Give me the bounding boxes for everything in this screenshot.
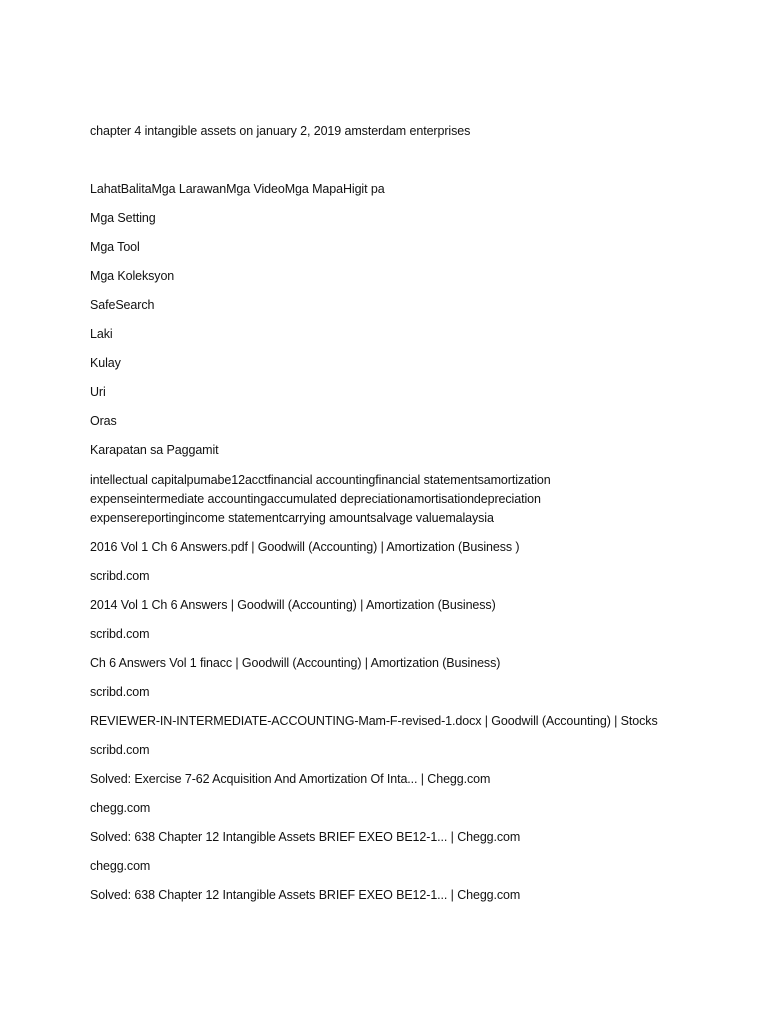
result-source: chegg.com [90, 859, 151, 873]
result-source: scribd.com [90, 743, 150, 757]
result-title[interactable]: 2016 Vol 1 Ch 6 Answers.pdf | Goodwill (Accounting) | Amortization (Business ) [90, 540, 520, 554]
result-source: scribd.com [90, 627, 150, 641]
result-title[interactable]: REVIEWER-IN-INTERMEDIATE-ACCOUNTING-Mam-F-revised-1.docx | Goodwill (Accounting) | Stocks [90, 714, 658, 728]
filter-time[interactable]: Oras [90, 414, 117, 428]
filter-color[interactable]: Kulay [90, 356, 121, 370]
result-title[interactable]: Solved: 638 Chapter 12 Intangible Assets BRIEF EXEO BE12-1... | Chegg.com [90, 888, 521, 902]
page-title: chapter 4 intangible assets on january 2, 2019 amsterdam enterprises [90, 124, 471, 138]
search-nav-tabs[interactable]: LahatBalitaMga LarawanMga VideoMga MapaHigit pa [90, 182, 385, 196]
menu-item-collections[interactable]: Mga Koleksyon [90, 269, 175, 283]
result-title[interactable]: 2014 Vol 1 Ch 6 Answers | Goodwill (Accounting) | Amortization (Business) [90, 598, 496, 612]
result-title[interactable]: Solved: 638 Chapter 12 Intangible Assets BRIEF EXEO BE12-1... | Chegg.com [90, 830, 521, 844]
result-title[interactable]: Ch 6 Answers Vol 1 finacc | Goodwill (Accounting) | Amortization (Business) [90, 656, 501, 670]
filter-type[interactable]: Uri [90, 385, 106, 399]
related-tags[interactable]: intellectual capitalpumabe12acctfinancial accountingfinancial statementsamortization expenseintermediate accountingaccumulated depreciationamortisationdepreciation expensereportingincome statementcarrying amountsalvage valuemalaysia [90, 473, 551, 525]
result-source: scribd.com [90, 569, 150, 583]
result-source: chegg.com [90, 801, 151, 815]
menu-item-safesearch[interactable]: SafeSearch [90, 298, 155, 312]
filter-size[interactable]: Laki [90, 327, 113, 341]
menu-item-settings[interactable]: Mga Setting [90, 211, 156, 225]
filter-usage-rights[interactable]: Karapatan sa Paggamit [90, 443, 219, 457]
menu-item-tools[interactable]: Mga Tool [90, 240, 140, 254]
result-source: scribd.com [90, 685, 150, 699]
result-title[interactable]: Solved: Exercise 7-62 Acquisition And Amortization Of Inta... | Chegg.com [90, 772, 491, 786]
